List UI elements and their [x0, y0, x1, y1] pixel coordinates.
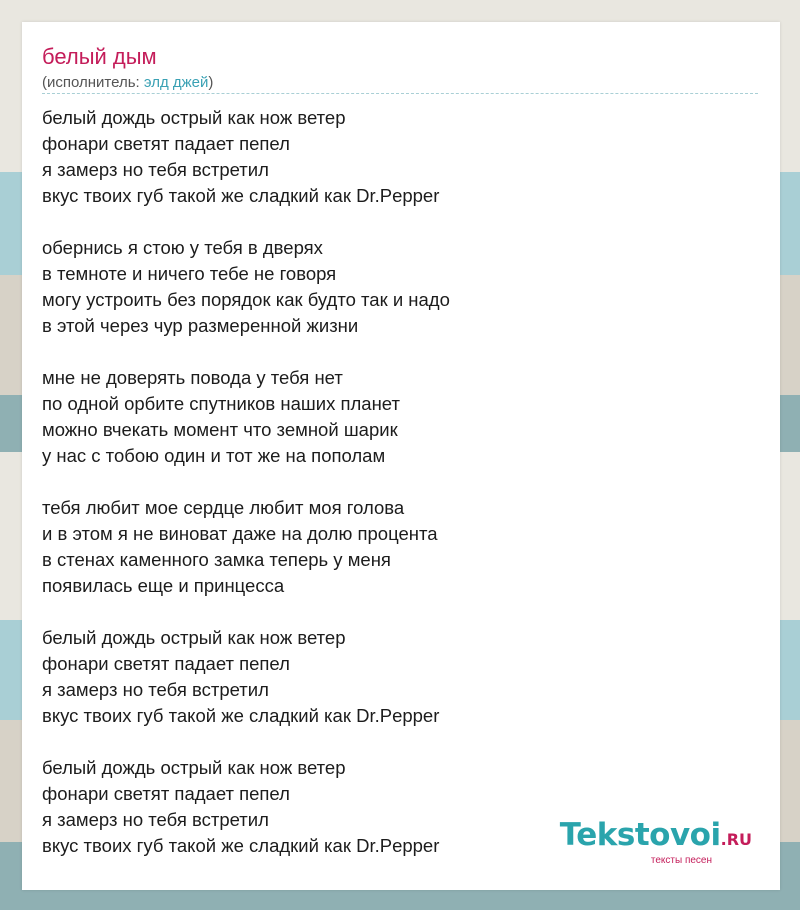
artist-line — [42, 74, 213, 92]
lyric-line: белый дождь острый как нож ветер — [42, 757, 346, 778]
lyric-line: белый дождь острый как нож ветер — [42, 627, 346, 648]
lyric-line: могу устроить без порядок как будто так и надо — [42, 289, 450, 310]
lyric-line: по одной орбите спутников наших планет — [42, 393, 400, 414]
lyrics-card — [22, 22, 780, 890]
site-logo[interactable] — [560, 819, 752, 866]
lyric-line: можно вчекать момент что земной шарик — [42, 419, 398, 440]
lyric-line: вкус твоих губ такой же сладкий как Dr.Pepper — [42, 705, 440, 726]
lyric-line: обернись я стою у тебя в дверях — [42, 237, 323, 258]
lyric-line: вкус твоих губ такой же сладкий как Dr.Pepper — [42, 835, 440, 856]
lyric-line: тебя любит мое сердце любит моя голова — [42, 497, 405, 518]
lyric-line: мне не доверять повода у тебя нет — [42, 367, 343, 388]
logo-name: Tekstovoi — [559, 817, 721, 853]
artist-prefix: (исполнитель: — [42, 74, 144, 91]
lyric-line: в стенах каменного замка теперь у меня — [42, 549, 391, 570]
divider — [42, 93, 758, 94]
lyric-line: я замерз но тебя встретил — [42, 679, 269, 700]
stanza-break — [42, 469, 758, 495]
lyric-line: появилась еще и принцесса — [42, 575, 285, 596]
lyric-line: я замерз но тебя встретил — [42, 809, 269, 830]
artist-suffix: ) — [208, 74, 214, 91]
logo-wordmark — [560, 819, 752, 856]
lyric-line: фонари светят падает пепел — [42, 783, 290, 804]
stanza-break — [42, 339, 758, 365]
lyric-line: фонари светят падает пепел — [42, 653, 290, 674]
logo-tld: .RU — [720, 830, 752, 849]
lyric-line: белый дождь острый как нож ветер — [42, 107, 346, 128]
stanza-break — [42, 209, 758, 235]
song-title: белый дым — [42, 44, 157, 69]
stanza-break — [42, 599, 758, 625]
logo-tagline: тексты песен — [650, 855, 712, 866]
lyric-line: вкус твоих губ такой же сладкий как Dr.Pepper — [42, 185, 440, 206]
lyric-line: у нас с тобою один и тот же на пополам — [42, 445, 386, 466]
stanza-break — [42, 729, 758, 755]
lyric-line: я замерз но тебя встретил — [42, 159, 269, 180]
lyrics-text — [42, 105, 758, 859]
lyric-line: фонари светят падает пепел — [42, 133, 290, 154]
lyric-line: в этой через чур размеренной жизни — [42, 315, 359, 336]
lyric-line: и в этом я не виноват даже на долю процента — [42, 523, 438, 544]
lyric-line: в темноте и ничего тебе не говоря — [42, 263, 337, 284]
artist-link[interactable]: элд джей — [143, 74, 209, 91]
